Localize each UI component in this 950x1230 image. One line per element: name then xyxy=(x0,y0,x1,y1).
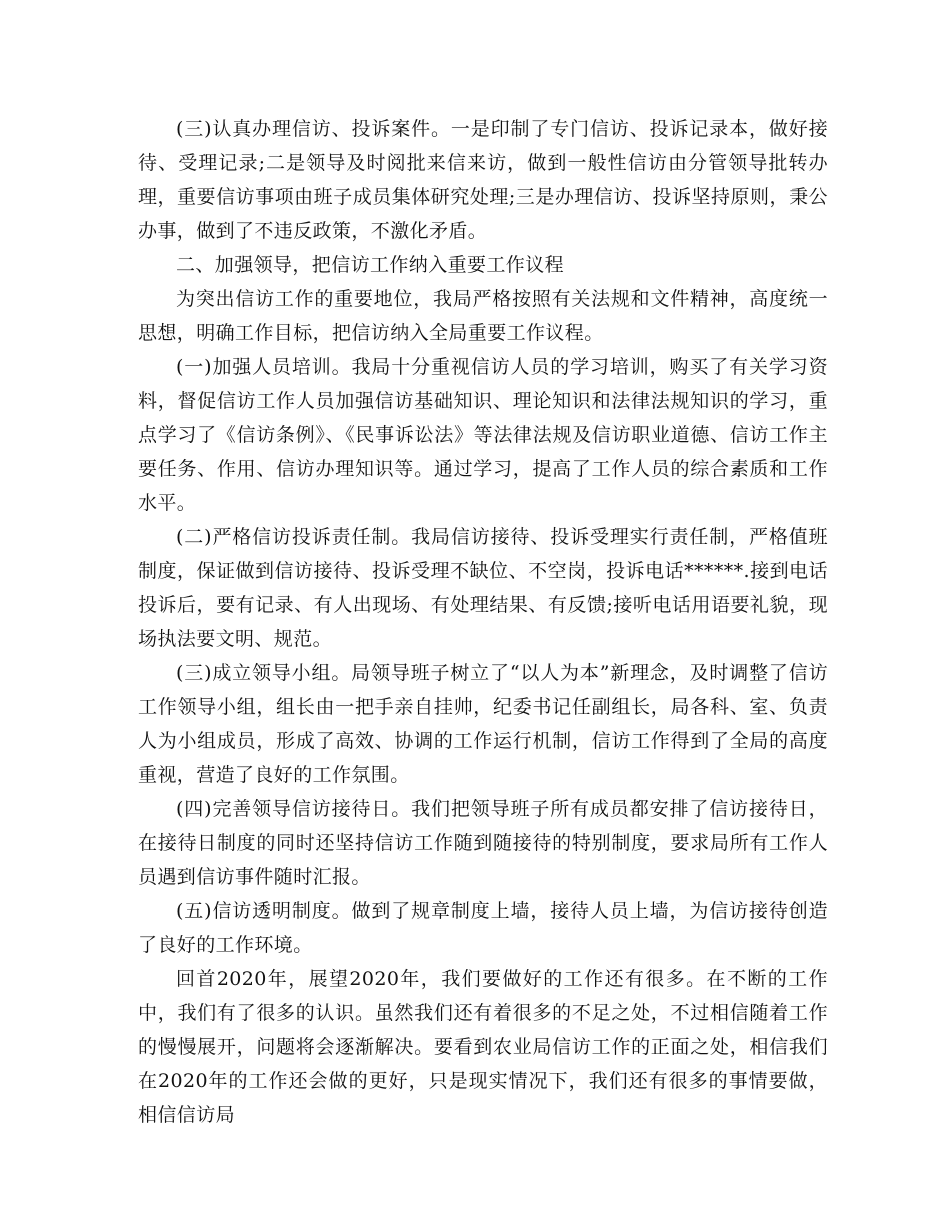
paragraph-section-3-cases: (三)认真办理信访、投诉案件。一是印制了专门信访、投诉记录本，做好接待、受理记录;二是领导及时阅批来信来访，做到一般性信访由分管领导批转办理，重要信访事项由班子成员集体研究处理;三是办理信访、投诉坚持原则，秉公办事，做到了不违反政策，不激化矛盾。 xyxy=(138,118,828,242)
paragraph-intro: 为突出信访工作的重要地位，我局严格按照有关法规和文件精神，高度统一思想，明确工作目标，把信访纳入全局重要工作议程。 xyxy=(138,288,828,344)
paragraph-item-5-transparency: (五)信访透明制度。做到了规章制度上墙，接待人员上墙，为信访接待创造了良好的工作环境。 xyxy=(138,900,828,956)
document-body xyxy=(138,112,828,1132)
paragraph-outlook: 回首2020年，展望2020年，我们要做好的工作还有很多。在不断的工作中，我们有了很多的认识。虽然我们还有着很多的不足之处，不过相信随着工作的慢慢展开，问题将会逐渐解决。要看到农业局信访工作的正面之处，相信我们在2020年的工作还会做的更好，只是现实情况下，我们还有很多的事情要做，相信信访局 xyxy=(138,968,828,1126)
section-heading-2: 二、加强领导，把信访工作纳入重要工作议程 xyxy=(176,254,565,276)
paragraph-item-2-responsibility: (二)严格信访投诉责任制。我局信访接待、投诉受理实行责任制，严格值班制度，保证做到信访接待、投诉受理不缺位、不空岗，投诉电话******.接到电话投诉后，要有记录、有人出现场、有处理结果、有反馈;接听电话用语要礼貌，现场执法要文明、规范。 xyxy=(138,526,828,650)
paragraph-item-4-reception-day: (四)完善领导信访接待日。我们把领导班子所有成员都安排了信访接待日，在接待日制度的同时还坚持信访工作随到随接待的特别制度，要求局所有工作人员遇到信访事件随时汇报。 xyxy=(138,798,828,888)
paragraph-item-1-training: (一)加强人员培训。我局十分重视信访人员的学习培训，购买了有关学习资料，督促信访工作人员加强信访基础知识、理论知识和法律法规知识的学习，重点学习了《信访条例》、《民事诉讼法》等法律法规及信访职业道德、信访工作主要任务、作用、信访办理知识等。通过学习，提高了工作人员的综合素质和工作水平。 xyxy=(138,356,828,514)
paragraph-item-3-leadership-group: (三)成立领导小组。局领导班子树立了“以人为本”新理念，及时调整了信访工作领导小组，组长由一把手亲自挂帅，纪委书记任副组长，局各科、室、负责人为小组成员，形成了高效、协调的工作运行机制，信访工作得到了全局的高度重视，营造了良好的工作氛围。 xyxy=(138,662,828,786)
